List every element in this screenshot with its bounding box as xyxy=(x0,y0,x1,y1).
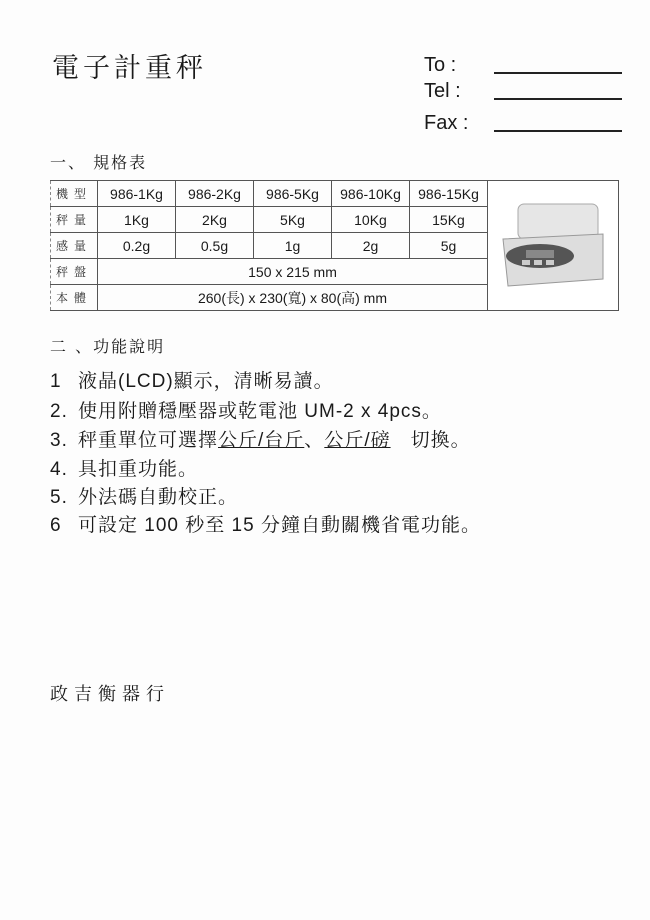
item-number: 2. xyxy=(50,401,68,422)
cell: 1Kg xyxy=(98,207,176,233)
cell: 10Kg xyxy=(332,207,410,233)
cell: 0.2g xyxy=(98,233,176,259)
cell: 260(長) x 230(寬) x 80(高) mm xyxy=(98,285,488,311)
cell: 986-2Kg xyxy=(176,181,254,207)
row-label: 機型 xyxy=(51,181,98,207)
cell: 15Kg xyxy=(410,207,488,233)
item-text: 外法碼自動校正。 xyxy=(78,487,239,508)
row-label: 秤盤 xyxy=(51,259,98,285)
item-text: 秤重單位可選擇 xyxy=(78,430,219,451)
cell: 986-15Kg xyxy=(410,181,488,207)
cell: 5Kg xyxy=(254,207,332,233)
contact-to xyxy=(424,54,456,77)
digital-scale-icon xyxy=(498,194,608,294)
contact-to-blank xyxy=(494,72,622,74)
feature-item xyxy=(50,482,238,509)
cell: 986-5Kg xyxy=(254,181,332,207)
cell: 1g xyxy=(254,233,332,259)
feature-item xyxy=(50,510,481,537)
cell: 0.5g xyxy=(176,233,254,259)
features-heading: 二 、功能說明 xyxy=(50,337,166,356)
cell: 2g xyxy=(332,233,410,259)
table-row xyxy=(51,181,619,207)
cell: 986-1Kg xyxy=(98,181,176,207)
item-number: 1 xyxy=(50,371,62,392)
contact-tel-blank xyxy=(494,98,622,100)
item-text: 液晶(LCD)顯示，清晰易讀。 xyxy=(78,371,334,392)
feature-item xyxy=(50,396,442,423)
row-label: 本體 xyxy=(51,285,98,311)
spec-table xyxy=(50,180,619,311)
contact-tel xyxy=(424,80,461,103)
row-label: 秤量 xyxy=(51,207,98,233)
item-text: 可設定 100 秒至 15 分鐘自動關機省電功能。 xyxy=(78,515,481,536)
scale-image xyxy=(488,181,619,311)
document-title: 電子計重秤 xyxy=(52,53,207,84)
cell: 150 x 215 mm xyxy=(98,259,488,285)
spec-heading: 一、 規格表 xyxy=(50,153,148,172)
company-name: 政吉衡器行 xyxy=(50,684,170,705)
item-text: 切換。 xyxy=(390,430,471,451)
item-text: 使用附贈穩壓器或乾電池 UM-2 x 4pcs。 xyxy=(78,401,442,422)
item-number: 5. xyxy=(50,487,68,508)
contact-fax-blank xyxy=(494,130,622,132)
contact-fax xyxy=(424,112,468,135)
item-number: 3. xyxy=(50,430,68,451)
cell: 5g xyxy=(410,233,488,259)
contact-fax-label: Fax : xyxy=(424,112,469,134)
row-label: 感量 xyxy=(51,233,98,259)
unit-option: 公斤/台斤 xyxy=(218,430,305,451)
feature-item xyxy=(50,366,334,393)
feature-item xyxy=(50,425,471,452)
unit-option: 公斤/磅 xyxy=(324,430,391,451)
cell: 986-10Kg xyxy=(332,181,410,207)
item-text: 、 xyxy=(304,430,325,451)
item-number: 6 xyxy=(50,515,62,536)
cell: 2Kg xyxy=(176,207,254,233)
contact-tel-label: Tel : xyxy=(424,80,461,102)
contact-to-label: To : xyxy=(424,54,457,76)
item-text: 具扣重功能。 xyxy=(78,459,199,480)
item-number: 4. xyxy=(50,459,68,480)
feature-item xyxy=(50,454,198,481)
